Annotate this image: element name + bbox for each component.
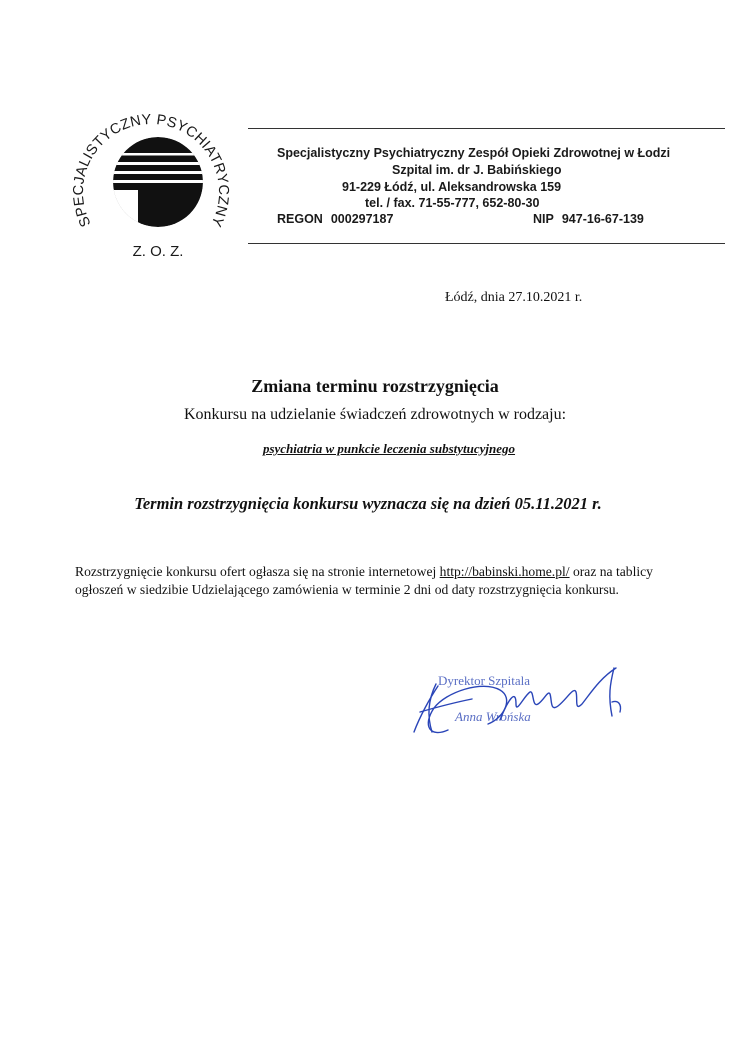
logo-arc-text: SPECJALISTYCZNY PSYCHIATRYCZNY xyxy=(70,111,232,230)
logo-emblem xyxy=(98,137,218,230)
website-link[interactable]: http://babinski.home.pl/ xyxy=(439,564,570,579)
hospital-logo xyxy=(58,100,248,270)
regon-value: 000297187 xyxy=(330,212,394,226)
regon-label: REGON xyxy=(277,212,323,226)
hospital-name: Szpital im. dr J. Babińskiego xyxy=(392,163,562,177)
hospital-address: 91-229 Łódź, ul. Aleksandrowska 159 xyxy=(342,180,562,194)
deadline-statement: Termin rozstrzygnięcia konkursu wyznacza się na dzień 05.11.2021 r. xyxy=(134,494,602,513)
nip xyxy=(533,212,644,226)
hospital-phone: tel. / fax. 71-55-777, 652-80-30 xyxy=(365,196,540,210)
institution-name: Specjalistyczny Psychiatryczny Zespół Opieki Zdrowotnej w Łodzi xyxy=(277,146,671,160)
stamp-name: Anna Wrońska xyxy=(455,709,531,724)
director-signature xyxy=(400,650,650,750)
logo-bottom-text: Z. O. Z. xyxy=(132,243,184,260)
nip-label: NIP xyxy=(533,212,554,226)
body-paragraph xyxy=(75,563,675,599)
header-rule-bottom xyxy=(248,243,725,244)
nip-value: 947-16-67-139 xyxy=(561,212,644,226)
document-title: Zmiana terminu rozstrzygnięcia xyxy=(251,376,499,396)
specialty-name: psychiatria w punkcie leczenia substytucyjnego xyxy=(262,441,516,456)
stamp-title: Dyrektor Szpitala xyxy=(438,673,531,688)
body-text-end: oraz na tablicy ogłoszeń w siedzibie Udzielającego zamówienia w terminie 2 dni od daty rozstrzygnięcia konkursu. xyxy=(75,564,653,597)
body-text-start: Rozstrzygnięcie konkursu ofert ogłasza się na stronie internetowej xyxy=(75,564,440,579)
header-rule-top xyxy=(248,128,725,129)
regon xyxy=(277,212,393,226)
date-line: Łódź, dnia 27.10.2021 r. xyxy=(445,290,583,305)
document-subtitle: Konkursu na udzielanie świadczeń zdrowotnych w rodzaju: xyxy=(183,406,567,423)
